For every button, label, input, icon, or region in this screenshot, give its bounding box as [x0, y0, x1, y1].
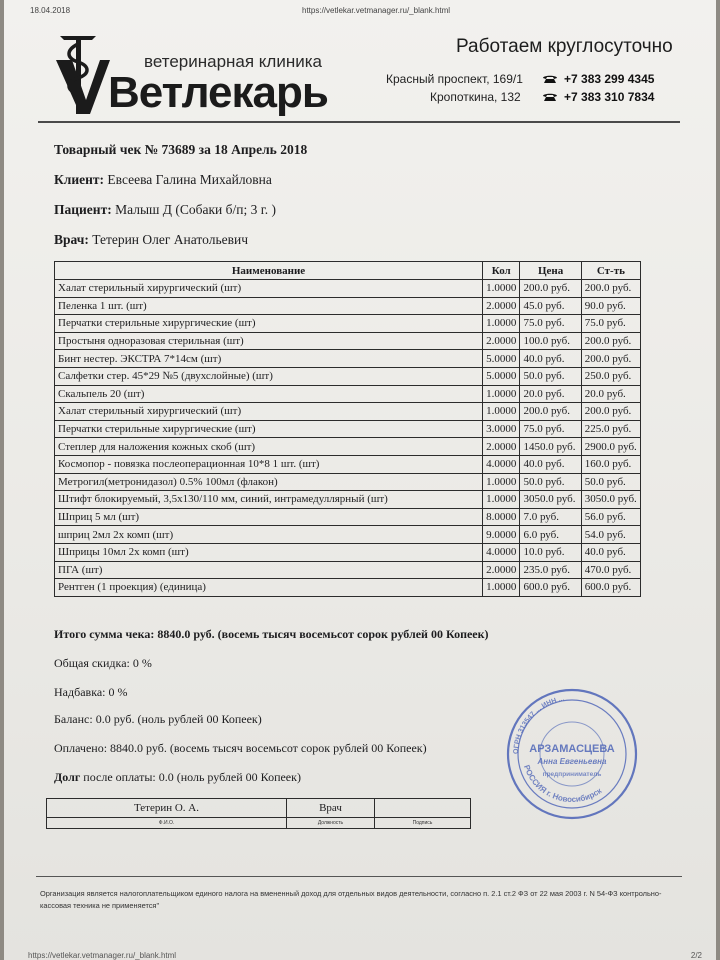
- client-line: [54, 172, 272, 188]
- item-price: 10.0 руб.: [520, 543, 581, 561]
- item-qty: 1.0000: [483, 280, 520, 298]
- item-qty: 2.0000: [483, 438, 520, 456]
- official-stamp: [504, 686, 640, 822]
- item-name: Перчатки стерильные хирургические (шт): [55, 420, 483, 438]
- paid-line: Оплачено: 8840.0 руб. (восемь тысяч восемьсот сорок рублей 00 Копеек): [54, 741, 427, 755]
- item-sum: 75.0 руб.: [581, 315, 640, 333]
- item-name: Пеленка 1 шт. (шт): [55, 297, 483, 315]
- item-sum: 50.0 руб.: [581, 473, 640, 491]
- stamp-firstname: Анна Евгеньевна: [537, 757, 607, 766]
- table-row: [55, 315, 641, 333]
- item-name: Халат стерильный хирургический (шт): [55, 280, 483, 298]
- balance-line: Баланс: 0.0 руб. (ноль рублей 00 Копеек): [54, 712, 262, 726]
- item-sum: 2900.0 руб.: [581, 438, 640, 456]
- item-sum: 200.0 руб.: [581, 280, 640, 298]
- print-footer-url: https://vetlekar.vetmanager.ru/_blank.html: [28, 951, 177, 960]
- stamp-role: предприниматель: [542, 771, 602, 778]
- item-name: Степлер для наложения кожных скоб (шт): [55, 438, 483, 456]
- item-sum: 600.0 руб.: [581, 579, 640, 597]
- item-qty: 3.0000: [483, 420, 520, 438]
- items-body: [55, 280, 641, 597]
- item-sum: 200.0 руб.: [581, 332, 640, 350]
- svg-text:РОССИЯ г. Новосибирск: [522, 764, 604, 804]
- item-name: Салфетки стер. 45*29 №5 (двухслойные) (шт): [55, 367, 483, 385]
- item-sum: 470.0 руб.: [581, 561, 640, 579]
- item-qty: 1.0000: [483, 403, 520, 421]
- item-price: 200.0 руб.: [520, 403, 581, 421]
- receipt-title: Товарный чек № 73689 за 18 Апрель 2018: [54, 142, 308, 157]
- signer-signature: [375, 799, 471, 818]
- item-qty: 8.0000: [483, 508, 520, 526]
- doctor-line: [54, 232, 248, 248]
- phone-1-number: +7 383 299 4345: [564, 72, 655, 86]
- item-price: 45.0 руб.: [520, 297, 581, 315]
- table-row: [55, 543, 641, 561]
- address-2: Кропоткина, 132: [430, 90, 521, 104]
- table-row: [55, 420, 641, 438]
- phone-icon: [542, 92, 558, 102]
- item-name: Перчатки стерильные хирургические (шт): [55, 315, 483, 333]
- markup-line: Надбавка: 0 %: [54, 685, 128, 699]
- table-row: [55, 526, 641, 544]
- item-qty: 1.0000: [483, 473, 520, 491]
- item-price: 6.0 руб.: [520, 526, 581, 544]
- table-row: [55, 508, 641, 526]
- item-name: ПГА (шт): [55, 561, 483, 579]
- receipt-page: [4, 0, 716, 960]
- signer-position: Врач: [287, 799, 375, 818]
- item-price: 50.0 руб.: [520, 367, 581, 385]
- items-table: [54, 261, 641, 597]
- clinic-logo: [52, 34, 352, 118]
- print-date: 18.04.2018: [30, 6, 71, 15]
- item-sum: 54.0 руб.: [581, 526, 640, 544]
- tax-note: Организация является налогоплательщиком единого налога на вмененный доход для отдельных видов деятельности, согласно п. 2.1 ст.2 ФЗ от 22 мая 2003 г. N 54-ФЗ контрольно-кассовая техника не применяется": [40, 889, 662, 910]
- item-qty: 5.0000: [483, 367, 520, 385]
- item-sum: 160.0 руб.: [581, 455, 640, 473]
- debt-line: [54, 770, 301, 785]
- phone-1: [542, 72, 654, 86]
- item-sum: 3050.0 руб.: [581, 491, 640, 509]
- item-price: 7.0 руб.: [520, 508, 581, 526]
- item-price: 600.0 руб.: [520, 579, 581, 597]
- item-qty: 1.0000: [483, 315, 520, 333]
- stamp-ring-bottom: РОССИЯ г. Новосибирск: [522, 763, 604, 805]
- phone-icon: [542, 74, 558, 84]
- client-name: Евсеева Галина Михайловна: [107, 172, 272, 187]
- item-sum: 20.0 руб.: [581, 385, 640, 403]
- total-line: Итого сумма чека: 8840.0 руб. (восемь тысяч восемьсот сорок рублей 00 Копеек): [54, 627, 489, 641]
- caption-position: Должность: [287, 818, 375, 829]
- caption-name: Ф.И.О.: [47, 818, 287, 829]
- item-price: 1450.0 руб.: [520, 438, 581, 456]
- item-price: 3050.0 руб.: [520, 491, 581, 509]
- stamp-ring-top: ОГРН 313547 ... ИНН ...: [512, 695, 565, 755]
- item-sum: 225.0 руб.: [581, 420, 640, 438]
- item-name: шприц 2мл 2х комп (шт): [55, 526, 483, 544]
- discount-line: Общая скидка: 0 %: [54, 656, 152, 670]
- patient-name: Малыш Д (Собаки б/п; 3 г. ): [115, 202, 276, 217]
- item-sum: 90.0 руб.: [581, 297, 640, 315]
- item-qty: 1.0000: [483, 491, 520, 509]
- item-name: Космопор - повязка послеоперационная 10*8 1 шт. (шт): [55, 455, 483, 473]
- item-name: Шприцы 10мл 2х комп (шт): [55, 543, 483, 561]
- item-name: Рентген (1 проекция) (единица): [55, 579, 483, 597]
- item-sum: 200.0 руб.: [581, 350, 640, 368]
- clinic-name: Ветлекарь: [108, 68, 328, 117]
- item-sum: 40.0 руб.: [581, 543, 640, 561]
- table-row: [55, 438, 641, 456]
- table-row: [55, 561, 641, 579]
- table-row: [55, 455, 641, 473]
- header-price: Цена: [520, 262, 581, 280]
- signer-name: Тетерин О. А.: [47, 799, 287, 818]
- print-page-number: 2/2: [690, 951, 702, 960]
- table-row: [55, 385, 641, 403]
- item-name: Метрогил(метронидазол) 0.5% 100мл (флакон): [55, 473, 483, 491]
- table-row: [55, 579, 641, 597]
- clinic-subtitle: ветеринарная клиника: [144, 52, 322, 71]
- table-row: [55, 403, 641, 421]
- table-row: [55, 280, 641, 298]
- debt-value: после оплаты: 0.0 (ноль рублей 00 Копеек): [80, 770, 301, 784]
- item-qty: 4.0000: [483, 455, 520, 473]
- item-price: 50.0 руб.: [520, 473, 581, 491]
- table-row: [55, 367, 641, 385]
- patient-line: [54, 202, 276, 218]
- debt-label: Долг: [54, 770, 81, 784]
- item-price: 40.0 руб.: [520, 350, 581, 368]
- item-price: 75.0 руб.: [520, 420, 581, 438]
- item-price: 20.0 руб.: [520, 385, 581, 403]
- item-name: Штифт блокируемый, 3,5х130/110 мм, синий, интрамедуллярный (шт): [55, 491, 483, 509]
- header-divider: [38, 121, 680, 123]
- item-sum: 200.0 руб.: [581, 403, 640, 421]
- patient-label: Пациент:: [54, 202, 112, 217]
- table-header-row: [55, 262, 641, 280]
- item-price: 100.0 руб.: [520, 332, 581, 350]
- item-qty: 9.0000: [483, 526, 520, 544]
- item-name: Скальпель 20 (шт): [55, 385, 483, 403]
- header-sum: Ст-ть: [581, 262, 640, 280]
- item-sum: 250.0 руб.: [581, 367, 640, 385]
- item-sum: 56.0 руб.: [581, 508, 640, 526]
- table-row: [55, 297, 641, 315]
- item-qty: 2.0000: [483, 297, 520, 315]
- table-row: [55, 350, 641, 368]
- table-row: [55, 473, 641, 491]
- table-row: [55, 491, 641, 509]
- item-price: 200.0 руб.: [520, 280, 581, 298]
- item-name: Халат стерильный хирургический (шт): [55, 403, 483, 421]
- print-url: https://vetlekar.vetmanager.ru/_blank.html: [302, 6, 451, 15]
- item-price: 235.0 руб.: [520, 561, 581, 579]
- item-price: 40.0 руб.: [520, 455, 581, 473]
- item-qty: 2.0000: [483, 332, 520, 350]
- item-qty: 1.0000: [483, 385, 520, 403]
- phone-2: [542, 90, 654, 104]
- open-hours: Работаем круглосуточно: [456, 36, 673, 57]
- header-qty: Кол: [483, 262, 520, 280]
- header-name: Наименование: [55, 262, 483, 280]
- table-row: [55, 332, 641, 350]
- caduceus-v-icon: [52, 34, 114, 118]
- item-qty: 5.0000: [483, 350, 520, 368]
- stamp-surname: АРЗАМАСЦЕВА: [529, 743, 615, 755]
- footer-divider: [36, 876, 682, 877]
- signature-table: [46, 798, 471, 829]
- caption-signature: Подпись: [375, 818, 471, 829]
- item-name: Бинт нестер. ЭКСТРА 7*14см (шт): [55, 350, 483, 368]
- item-qty: 2.0000: [483, 561, 520, 579]
- item-name: Шприц 5 мл (шт): [55, 508, 483, 526]
- item-name: Простыня одноразовая стерильная (шт): [55, 332, 483, 350]
- address-1: Красный проспект, 169/1: [386, 72, 523, 86]
- doctor-name: Тетерин Олег Анатольевич: [92, 232, 248, 247]
- phone-2-number: +7 383 310 7834: [564, 90, 655, 104]
- item-price: 75.0 руб.: [520, 315, 581, 333]
- client-label: Клиент:: [54, 172, 105, 187]
- doctor-label: Врач:: [54, 232, 89, 247]
- item-qty: 1.0000: [483, 579, 520, 597]
- item-qty: 4.0000: [483, 543, 520, 561]
